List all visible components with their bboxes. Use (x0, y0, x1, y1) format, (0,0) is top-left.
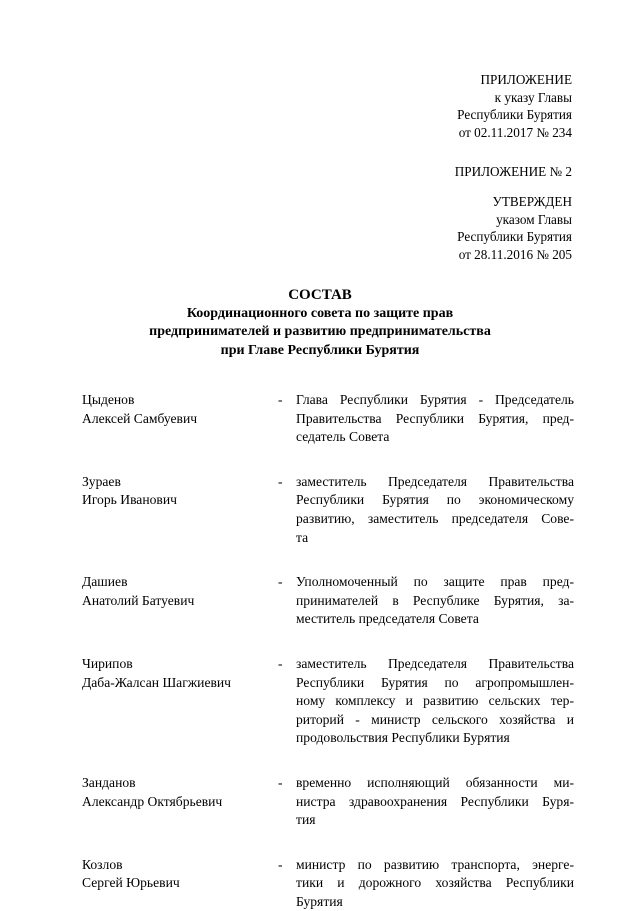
approved-republic: Республики Бурятия (457, 229, 572, 244)
member-name (82, 655, 278, 748)
role-line: тики и дорожного хозяйства Республики (296, 875, 574, 891)
member-entry (82, 856, 574, 911)
member-dash: - (278, 774, 283, 790)
role-line: седатель Совета (296, 429, 390, 445)
member-dash: - (278, 856, 283, 872)
member-name (82, 391, 278, 447)
role-line: меститель председателя Совета (296, 611, 479, 627)
member-surname: Чирипов (82, 655, 133, 671)
role-line: та (296, 529, 309, 545)
role-line: министр по развитию транспорта, энерге- (296, 856, 574, 872)
member-role (296, 391, 574, 447)
document-title (0, 286, 640, 360)
member-surname: Дашиев (82, 574, 128, 590)
member-surname: Цыденов (82, 392, 135, 407)
member-entry (82, 655, 574, 748)
role-line: Республики Бурятия по экономическому (296, 492, 574, 508)
member-surname: Зураев (82, 473, 121, 489)
member-name (82, 774, 278, 830)
member-entry (82, 391, 574, 447)
role-line: Глава Республики Бурятия - Председатель (296, 392, 574, 407)
member-role (296, 856, 574, 911)
member-role (296, 774, 574, 830)
role-line: развитию, заместитель председателя Сове- (296, 510, 574, 526)
appendix-date-number: от 02.11.2017 № 234 (458, 124, 572, 140)
role-line: риторий - министр сельского хозяйства и (296, 711, 574, 727)
member-entry (82, 774, 574, 830)
appendix2-title: ПРИЛОЖЕНИЕ № 2 (454, 164, 572, 179)
member-role (296, 473, 574, 547)
member-name (82, 573, 278, 629)
member-dash: - (278, 473, 283, 489)
role-line: тия (296, 812, 316, 828)
appendix-title: ПРИЛОЖЕНИЕ (480, 72, 572, 87)
member-dash: - (278, 574, 283, 590)
role-line: принимателей в Республике Бурятия, за- (296, 592, 574, 608)
member-entry (82, 473, 574, 547)
role-line: временно исполняющий обязанности ми- (296, 774, 574, 790)
appendix-republic: Республики Бурятия (457, 107, 572, 122)
member-surname: Козлов (82, 856, 123, 872)
role-line: заместитель Председателя Правительства (296, 473, 574, 489)
appendix-header (457, 71, 572, 141)
appendix2-header (455, 163, 572, 181)
member-dash: - (278, 655, 283, 671)
role-line: заместитель Председателя Правительства (296, 655, 574, 671)
role-line: ному комплексу и развитию сельских тер- (296, 693, 574, 709)
member-given-name: Александр Октябрьевич (82, 793, 223, 809)
title-line-3: предпринимателей и развитию предпринимательства (149, 324, 491, 340)
approved-decree-ref: указом Главы (496, 211, 572, 227)
members-list (82, 391, 574, 911)
member-given-name: Анатолий Батуевич (82, 592, 195, 608)
member-given-name: Сергей Юрьевич (82, 875, 180, 891)
member-dash: - (278, 392, 283, 407)
role-line: Правительства Республики Бурятия, пред- (296, 410, 574, 426)
role-line: нистра здравоохранения Республики Буря- (296, 793, 574, 809)
member-given-name: Алексей Самбуевич (82, 410, 198, 426)
member-role (296, 573, 574, 629)
approved-header (457, 193, 572, 263)
title-main: СОСТАВ (288, 287, 352, 303)
approved-title: УТВЕРЖДЕН (492, 194, 572, 209)
member-role (296, 655, 574, 748)
member-given-name: Игорь Иванович (82, 492, 177, 508)
member-entry (82, 573, 574, 629)
member-name (82, 473, 278, 547)
approved-date-number: от 28.11.2016 № 205 (458, 246, 572, 262)
role-line: Республики Бурятия по агропромышлен- (296, 674, 574, 690)
role-line: Бурятия (296, 893, 343, 909)
appendix-decree-ref: к указу Главы (494, 89, 572, 105)
title-line-2: Координационного совета по защите прав (186, 305, 454, 321)
title-line-4: при Главе Республики Бурятия (220, 342, 420, 358)
member-name (82, 856, 278, 911)
member-given-name: Даба-Жалсан Шагжиевич (82, 674, 232, 690)
member-surname: Занданов (82, 774, 136, 790)
role-line: Уполномоченный по защите прав пред- (296, 574, 574, 590)
role-line: продовольствия Республики Бурятия (296, 730, 510, 746)
